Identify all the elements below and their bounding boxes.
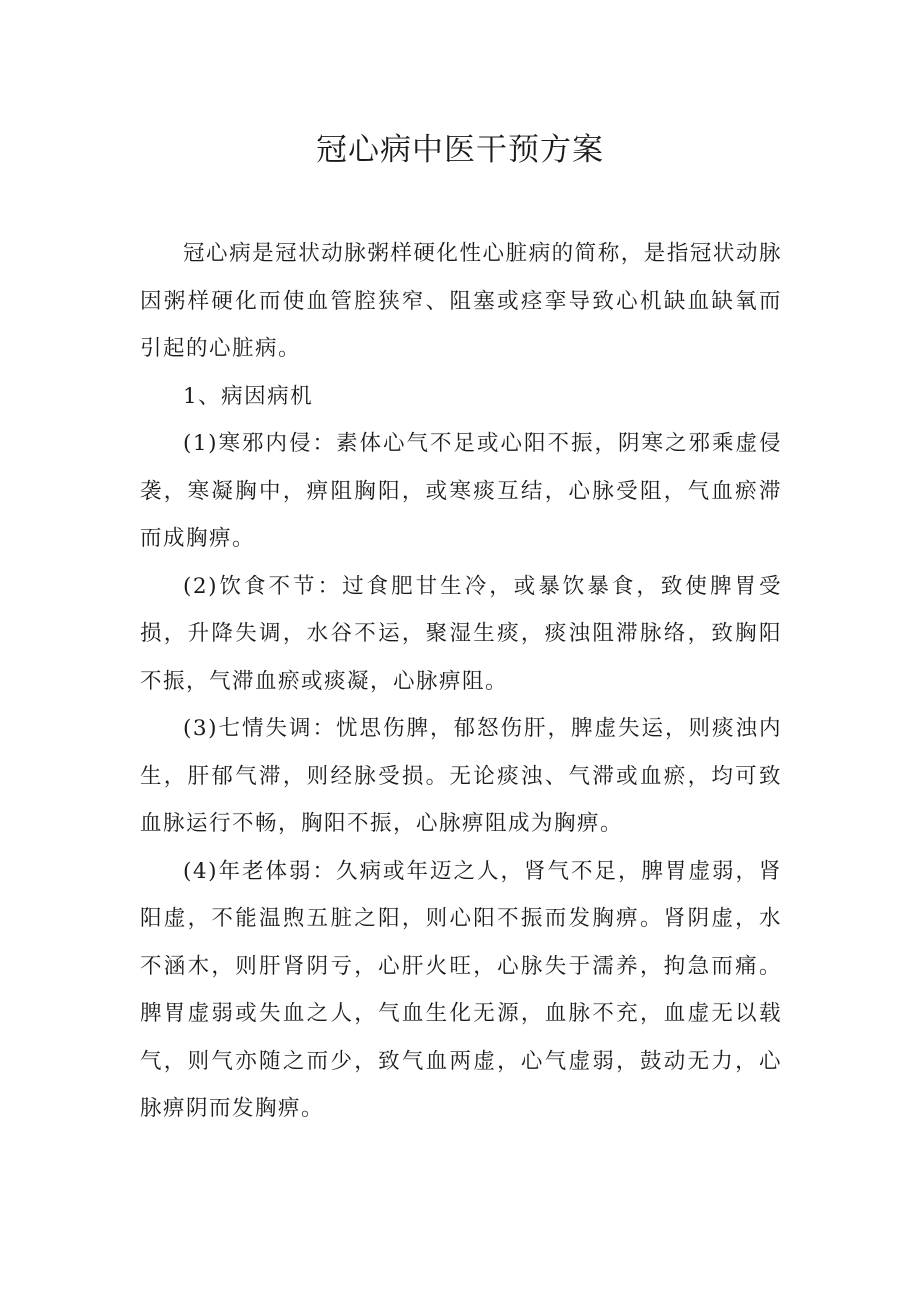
paragraph-aging: (4)年老体弱：久病或年迈之人，肾气不足，脾胃虚弱，肾阳虚，不能温煦五脏之阳，则心阳不振而发胸痹。肾阴虚，水不涵木，则肝肾阴亏，心肝火旺，心脉失于濡养，拘急而痛。脾胃虚弱或失血之人，气血生化无源，血脉不充，血虚无以载气，则气亦随之而少，致气血两虚，心气虚弱，鼓动无力，心脉痹阴而发胸痹。 bbox=[140, 858, 782, 1121]
document-body bbox=[140, 230, 782, 1133]
paragraph-diet: (2)饮食不节：过食肥甘生冷，或暴饮暴食，致使脾胃受损，升降失调，水谷不运，聚湿生痰，痰浊阻滞脉络，致胸阳不振，气滞血瘀或痰凝，心脉痹阻。 bbox=[140, 573, 782, 694]
document-title: 冠心病中医干预方案 bbox=[316, 132, 604, 168]
paragraph-emotions: (3)七情失调：忧思伤脾，郁怒伤肝，脾虚失运，则痰浊内生，肝郁气滞，则经脉受损。无论痰浊、气滞或血瘀，均可致血脉运行不畅，胸阳不振，心脉痹阻成为胸痹。 bbox=[140, 716, 782, 836]
paragraph-intro: 冠心病是冠状动脉粥样硬化性心脏病的简称，是指冠状动脉因粥样硬化而使血管腔狭窄、阻塞或痉挛导致心机缺血缺氧而引起的心脏病。 bbox=[140, 241, 782, 361]
section-heading-etiology: 1、病因病机 bbox=[183, 383, 314, 409]
paragraph-cold-evil: (1)寒邪内侵：素体心气不足或心阳不振，阴寒之邪乘虚侵袭，寒凝胸中，痹阻胸阳，或寒痰互结，心脉受阻，气血瘀滞而成胸痹。 bbox=[140, 431, 782, 551]
